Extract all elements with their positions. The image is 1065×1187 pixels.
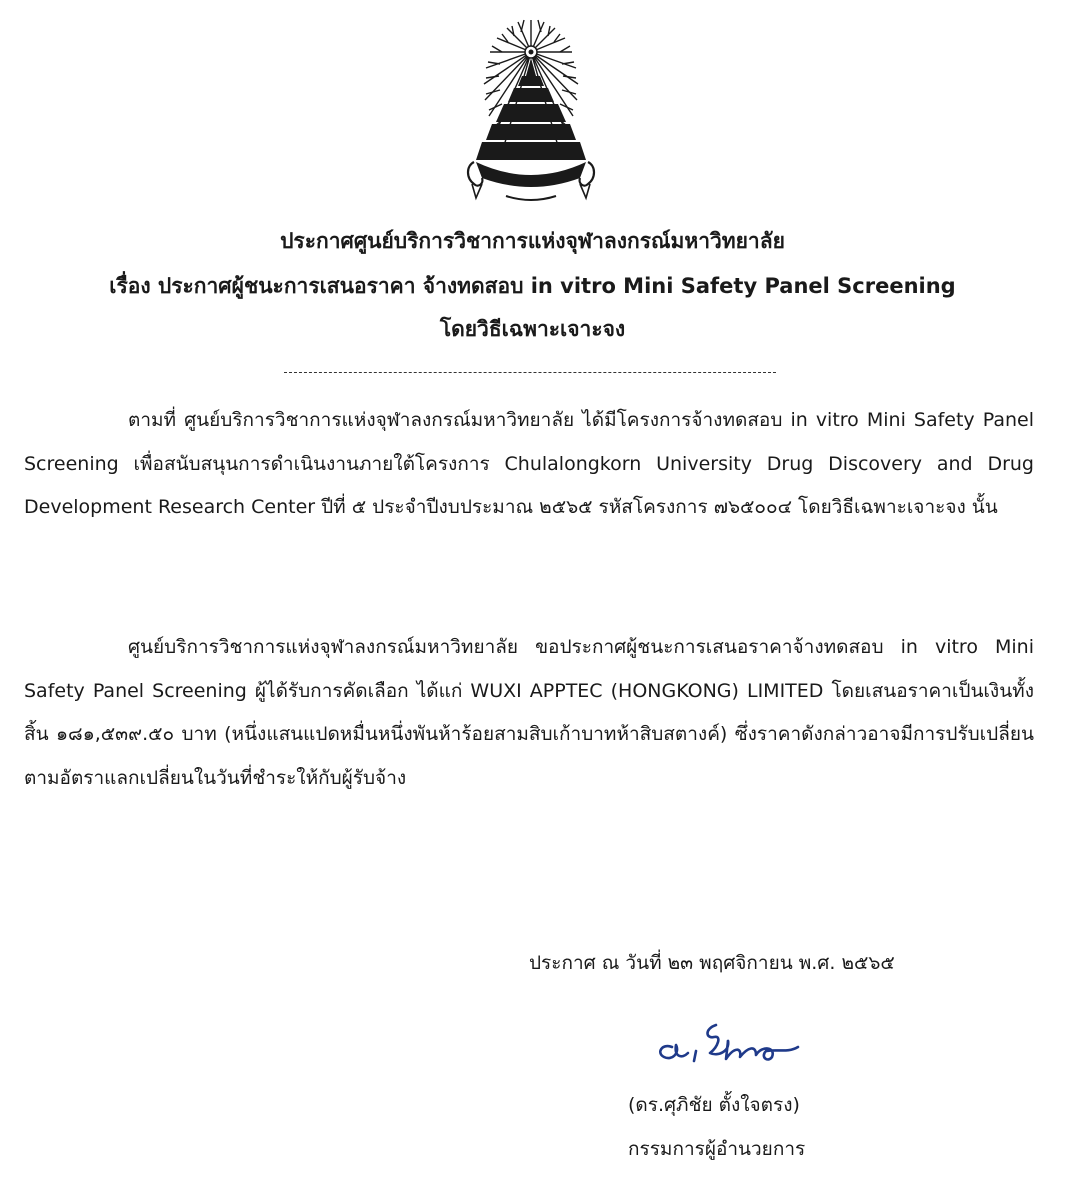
announcement-method: โดยวิธีเฉพาะเจาะจง bbox=[439, 317, 626, 341]
announcement-subject: เรื่อง ประกาศผู้ชนะการเสนอราคา จ้างทดสอบ in vitro Mini Safety Panel Screening bbox=[109, 274, 956, 298]
paragraph-text: ศูนย์บริการวิชาการแห่งจุฬาลงกรณ์มหาวิทยาลัย ขอประกาศผู้ชนะการเสนอราคาจ้างทดสอบ in vitro Mini Safety Panel Screening ผู้ได้รับการคัดเลือก ได้แก่ WUXI APPTEC (HONGKONG) LIMITED โดยเสนอราคาเป็นเงินทั้งสิ้น ๑๘๑,๕๓๙.๕๐ บาท (หนึ่งแสนแปดหมื่นหนึ่งพันห้าร้อยสามสิบเก้าบาทห้าสิบสตางค์) ซึ่งราคาดังกล่าวอาจมีการปรับเปลี่ยนตามอัตราแลกเปลี่ยนในวันที่ชำระให้กับผู้รับจ้าง bbox=[24, 636, 1034, 789]
university-emblem-icon bbox=[462, 12, 600, 208]
handwritten-signature bbox=[652, 1017, 804, 1069]
body-paragraph-project bbox=[24, 399, 1034, 530]
announcement-title: ประกาศศูนย์บริการวิชาการแห่งจุฬาลงกรณ์มหาวิทยาลัย bbox=[280, 229, 785, 253]
announcement-date: ประกาศ ณ วันที่ ๒๓ พฤศจิกายน พ.ศ. ๒๕๖๕ bbox=[529, 952, 895, 974]
signatory-name: (ดร.ศุภิชัย ตั้งใจตรง) bbox=[628, 1094, 800, 1116]
title-divider bbox=[284, 372, 776, 373]
paragraph-text: ตามที่ ศูนย์บริการวิชาการแห่งจุฬาลงกรณ์มหาวิทยาลัย ได้มีโครงการจ้างทดสอบ in vitro Mini Safety Panel Screening เพื่อสนับสนุนการดำเนินงานภายใต้โครงการ Chulalongkorn University Drug Discovery and Drug Development Research Center ปีที่ ๕ ประจำปีงบประมาณ ๒๕๖๕ รหัสโครงการ ๗๖๕๐๐๔ โดยวิธีเฉพาะเจาะจง นั้น bbox=[24, 409, 1034, 518]
body-paragraph-winner bbox=[24, 626, 1034, 800]
signatory-position: กรรมการผู้อำนวยการ bbox=[628, 1138, 806, 1160]
